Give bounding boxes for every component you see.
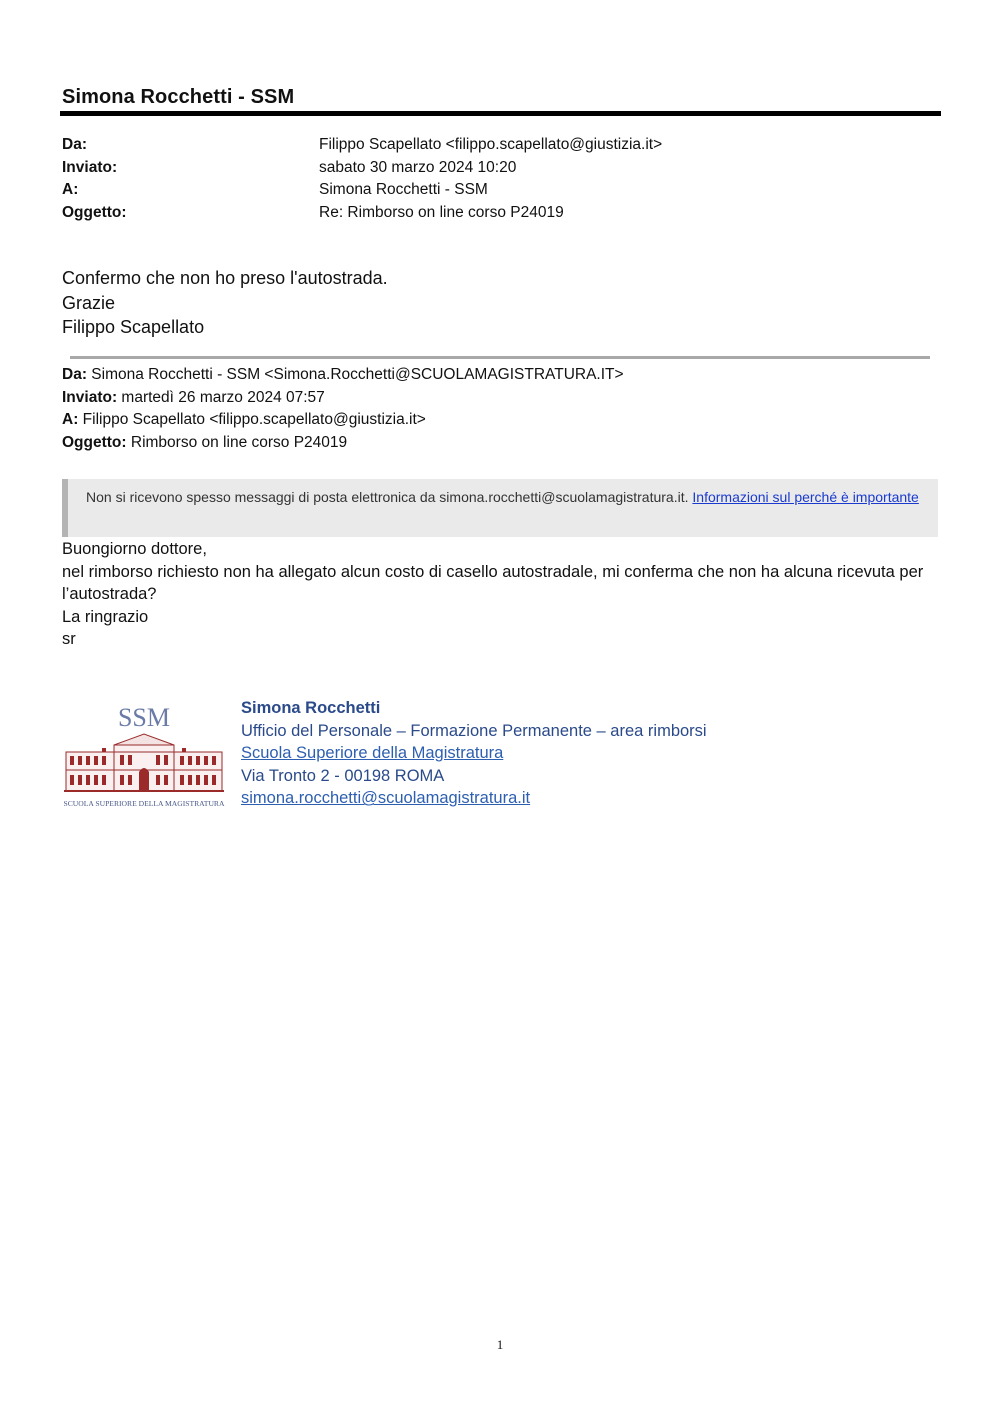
orig-subject-row (62, 432, 624, 455)
reply-line: Grazie (62, 292, 116, 313)
subject-label: Oggetto: (62, 203, 127, 221)
sent-label: Inviato: (62, 158, 118, 176)
to-label: A: (62, 181, 79, 198)
header-to-row (62, 179, 942, 202)
orig-to-value: Filippo Scapellato <filippo.scapellato@giustizia.it> (78, 411, 426, 428)
sent-value: sabato 30 marzo 2024 10:20 (319, 158, 517, 176)
page-title: Simona Rocchetti - SSM (62, 86, 295, 108)
orig-from-row (62, 364, 624, 387)
banner-text-block (86, 487, 926, 508)
signature-address: Via Tronto 2 - 00198 ROMA (241, 766, 445, 785)
orig-sent-label: Inviato: (62, 388, 118, 406)
quote-separator (70, 356, 930, 359)
orig-sent-value: martedì 26 marzo 2024 07:57 (117, 388, 325, 406)
signature-office: Ufficio del Personale – Formazione Permanente – area rimborsi (241, 721, 707, 740)
reply-line: Confermo che non ho preso l'autostrada. (62, 268, 388, 288)
logo-acronym: SSM (117, 703, 171, 732)
original-message-body (62, 538, 942, 651)
header-subject-row (62, 202, 942, 225)
body-line: nel rimborso richiesto non ha allegato alcun costo di casello autostradale, mi conferma che non ha alcuna ricevuta per l’autostrada? (62, 562, 924, 603)
from-label: Da: (62, 136, 87, 153)
subject-value: Re: Rimborso on line corso P24019 (319, 203, 564, 221)
page-number: 1 (496, 1337, 504, 1352)
title-divider (60, 111, 941, 116)
logo-caption: SCUOLA SUPERIORE DELLA MAGISTRATURA (63, 799, 225, 808)
orig-sent-row (62, 387, 624, 410)
email-signature (241, 697, 707, 810)
message-header (62, 134, 942, 224)
from-value: Filippo Scapellato <filippo.scapellato@giustizia.it> (319, 136, 663, 153)
original-message-header (62, 364, 624, 454)
body-line: Buongiorno dottore, (62, 540, 207, 558)
header-sent-row (62, 157, 942, 180)
body-line: sr (62, 630, 76, 648)
reply-line: Filippo Scapellato (62, 317, 205, 337)
reply-body (62, 266, 388, 340)
body-line: La ringrazio (62, 607, 149, 626)
orig-to-label: A: (62, 411, 79, 428)
email-link[interactable]: simona.rocchetti@scuolamagistratura.it (241, 789, 531, 808)
orig-to-row (62, 409, 624, 432)
orig-from-value: Simona Rocchetti - SSM <Simona.Rocchetti@SCUOLAMAGISTRATURA.IT> (86, 366, 624, 383)
external-sender-banner (62, 479, 938, 537)
ssm-logo (62, 700, 226, 812)
header-from-row (62, 134, 942, 157)
orig-subject-label: Oggetto: (62, 433, 127, 451)
to-value: Simona Rocchetti - SSM (319, 181, 488, 198)
school-link[interactable]: Scuola Superiore della Magistratura (241, 744, 504, 763)
orig-from-label: Da: (62, 366, 87, 383)
why-important-link[interactable]: Informazioni sul perché è importante (692, 489, 919, 505)
orig-subject-value: Rimborso on line corso P24019 (126, 433, 348, 451)
signature-name: Simona Rocchetti (241, 699, 381, 717)
banner-text: Non si ricevono spesso messaggi di posta elettronica da simona.rocchetti@scuolamagistratura.it. (86, 489, 693, 505)
